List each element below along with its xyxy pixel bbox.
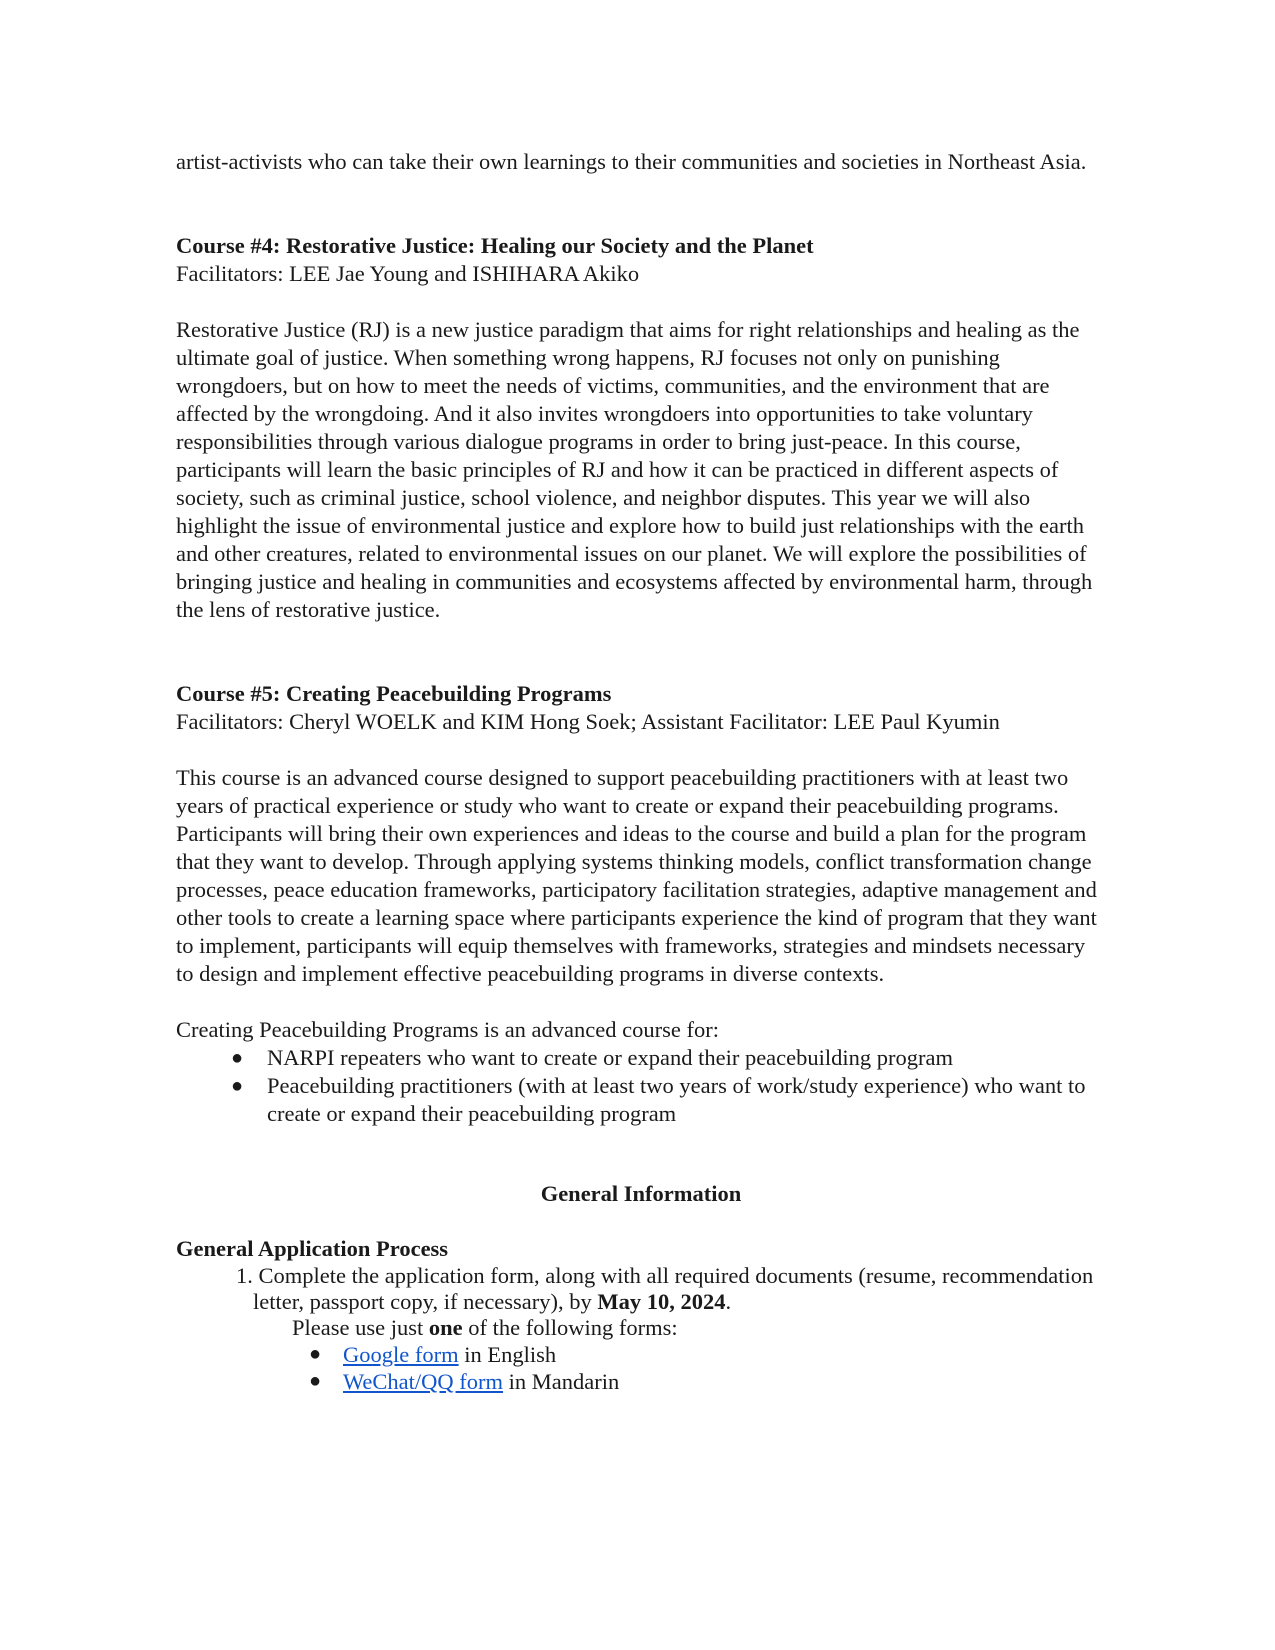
wechat-qq-form-link[interactable]: WeChat/QQ form [343,1369,504,1394]
google-form-link[interactable]: Google form [343,1342,459,1367]
list-item [176,1044,1106,1072]
list-item [176,1341,1106,1368]
course4-title: Course #4: Restorative Justice: Healing our Society and the Planet [176,233,814,258]
step-text: Complete the application form, along with all required documents (resume, recommendation letter, passport copy, if necessary), by [253,1263,1094,1314]
bullet-icon: ● [309,1343,322,1365]
bullet-icon: ● [231,1075,244,1097]
forms-intro-text-end: of the following forms: [462,1315,678,1340]
course5-audience-list [176,1044,1106,1128]
form-language: in Mandarin [503,1369,620,1394]
bullet-icon: ● [231,1047,244,1069]
application-step-1 [176,1263,1106,1315]
form-language: in English [458,1342,557,1367]
forms-intro-emphasis: one [428,1315,463,1340]
step-number: 1. [236,1263,253,1288]
course5-description: This course is an advanced course designed to support peacebuilding practitioners with at least two years of practical experience or study who want to create or expand their peacebuilding programs. Participants will bring their own experiences and ideas to the course and build a plan for the program that they want to develop. Through applying systems thinking models, conflict transformation change processes, peace education frameworks, participatory facilitation strategies, adaptive management and other tools to create a learning space where participants experience the kind of program that they want to implement, participants will equip themselves with frameworks, strategies and mindsets necessary to design and implement effective peacebuilding programs in diverse contexts. [176,765,1097,986]
general-information-heading: General Information [540,1181,742,1206]
list-item [176,1072,1106,1128]
list-item-text: Peacebuilding practitioners (with at least two years of work/study experience) who want to create or expand their peacebuilding program [267,1073,1086,1126]
course4-description: Restorative Justice (RJ) is a new justice paradigm that aims for right relationships and healing as the ultimate goal of justice. When something wrong happens, RJ focuses not only on punishing wrongdoers, but on how to meet the needs of victims, communities, and the environment that are affected by the wrongdoing. And it also invites wrongdoers into opportunities to take voluntary responsibilities through various dialogue programs in order to bring just-peace. In this course, participants will learn the basic principles of RJ and how it can be practiced in different aspects of society, such as criminal justice, school violence, and neighbor disputes. This year we will also highlight the issue of environmental justice and explore how to build just relationships with the earth and other creatures, related to environmental issues on our planet. We will explore the possibilities of bringing justice and healing in communities and ecosystems affected by environmental harm, through the lens of restorative justice. [176,317,1093,622]
forms-intro-text: Please use just [292,1315,429,1340]
deadline-date: May 10, 2024 [597,1289,726,1314]
application-process-heading: General Application Process [176,1236,449,1261]
document-page [176,148,1106,1395]
course5-facilitators: Facilitators: Cheryl WOELK and KIM Hong Soek; Assistant Facilitator: LEE Paul Kyumin [176,709,1000,734]
course4-facilitators: Facilitators: LEE Jae Young and ISHIHARA Akiko [176,261,640,286]
forms-intro [176,1315,1106,1341]
course5-audience-intro: Creating Peacebuilding Programs is an advanced course for: [176,1017,719,1042]
step-text-end: . [725,1289,732,1314]
application-forms-list [176,1341,1106,1395]
list-item [176,1368,1106,1395]
course5-title: Course #5: Creating Peacebuilding Programs [176,681,612,706]
intro-continuation: artist-activists who can take their own learnings to their communities and societies in Northeast Asia. [176,149,1087,174]
list-item-text: NARPI repeaters who want to create or expand their peacebuilding program [267,1045,953,1070]
bullet-icon: ● [309,1370,322,1392]
